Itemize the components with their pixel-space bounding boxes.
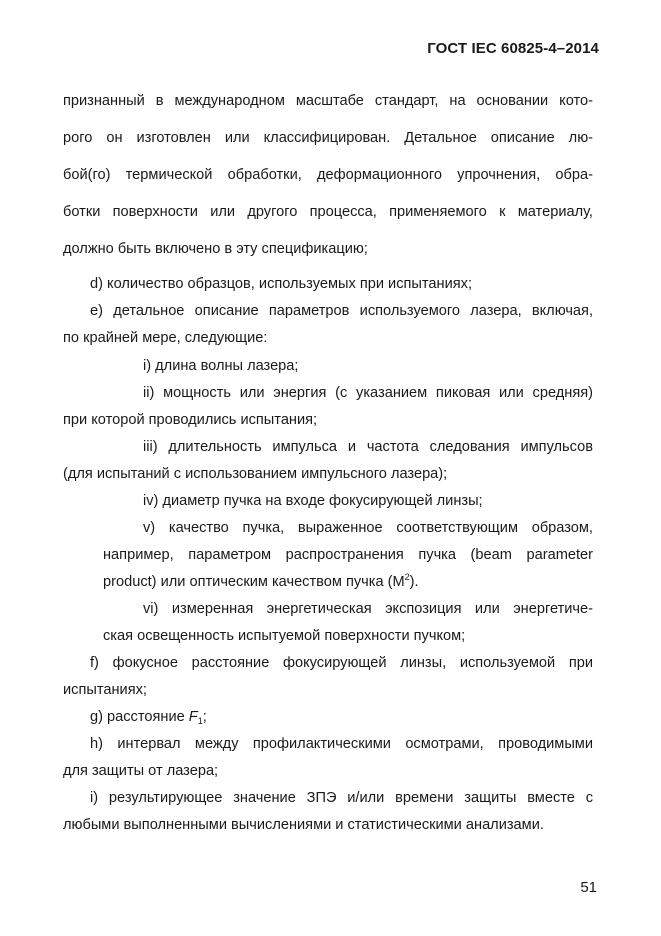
list-item-f: f) фокусное расстояние фокусирующей линзы, используемой при: [90, 655, 593, 671]
text-line: признанный в международном масштабе стандарт, на основании кото-: [63, 93, 593, 109]
text-line: рого он изготовлен или классифицирован. Детальное описание лю-: [63, 130, 593, 146]
text-line: ботки поверхности или другого процесса, применяемого к материалу,: [63, 204, 593, 220]
page-number: 51: [580, 879, 597, 896]
text-line: испытаниях;: [63, 682, 147, 698]
list-item-h: h) интервал между профилактическими осмотрами, проводимыми: [90, 736, 593, 752]
text-line: (для испытаний с использованием импульсного лазера);: [63, 466, 448, 482]
text-line: ская освещенность испытуемой поверхности пучком;: [103, 628, 466, 644]
text-fragment: ;: [202, 709, 207, 725]
text-line: например, параметром распространения пучка (beam parameter: [103, 547, 593, 563]
text-fragment: ).: [409, 574, 419, 590]
superscript: 2: [404, 572, 410, 582]
page-header-doc-code: ГОСТ IEC 60825-4–2014: [427, 40, 599, 57]
text-line: любыми выполненными вычислениями и статистическими анализами.: [63, 817, 544, 833]
sublist-item-vi: vi) измеренная энергетическая экспозиция или энергетиче-: [143, 601, 593, 617]
text-line: должно быть включено в эту спецификацию;: [63, 241, 368, 257]
text-line: бой(го) термической обработки, деформационного упрочнения, обра-: [63, 167, 593, 183]
text-line: [103, 572, 593, 592]
list-item-i: i) результирующее значение ЗПЭ и/или времени защиты вместе с: [90, 790, 593, 806]
text-fragment: product) или оптическим качеством пучка (M: [103, 574, 405, 590]
sublist-item-v: v) качество пучка, выраженное соответствующим образом,: [143, 520, 593, 536]
text-line: по крайней мере, следующие:: [63, 330, 268, 346]
sublist-item-iii: iii) длительность импульса и частота следования импульсов: [143, 439, 593, 455]
subscript: 1: [197, 716, 203, 726]
variable-f: F: [188, 709, 198, 725]
text-line: при которой проводились испытания;: [63, 412, 318, 428]
list-item-e: e) детальное описание параметров используемого лазера, включая,: [90, 303, 593, 319]
sublist-item-ii: ii) мощность или энергия (с указанием пиковая или средняя): [143, 385, 593, 401]
list-item-g: [90, 707, 593, 727]
sublist-item-iv: iv) диаметр пучка на входе фокусирующей линзы;: [143, 493, 483, 509]
list-item-d: d) количество образцов, используемых при испытаниях;: [90, 276, 472, 292]
sublist-item-i: i) длина волны лазера;: [143, 358, 299, 374]
text-fragment: g) расстояние: [90, 709, 189, 725]
text-line: для защиты от лазера;: [63, 763, 219, 779]
